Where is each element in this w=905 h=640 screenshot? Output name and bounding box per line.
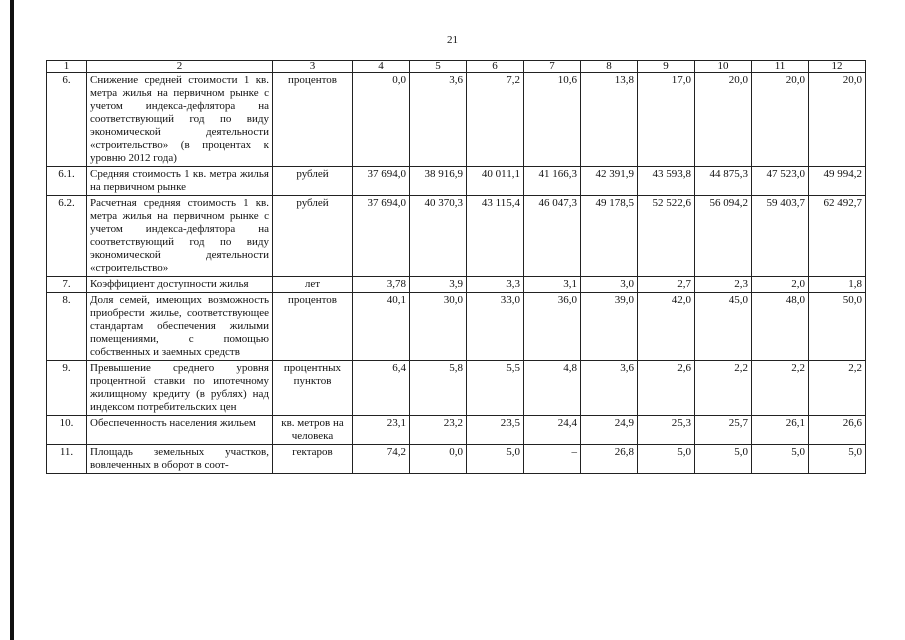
unit-cell: рублей bbox=[273, 167, 353, 196]
value-cell: 4,8 bbox=[524, 361, 581, 416]
value-cell: 24,9 bbox=[581, 416, 638, 445]
value-cell: 20,0 bbox=[809, 73, 866, 167]
value-cell: 3,0 bbox=[581, 277, 638, 293]
header-cell: 5 bbox=[410, 61, 467, 73]
value-cell: 10,6 bbox=[524, 73, 581, 167]
value-cell: 3,1 bbox=[524, 277, 581, 293]
value-cell: 74,2 bbox=[353, 445, 410, 474]
indicator-name: Расчетная средняя стоимость 1 кв. метра жилья на первичном рынке с учетом индекса-дефлятора на соответствующий год по виду экономической деятельности «строительство» bbox=[87, 196, 273, 277]
value-cell: 13,8 bbox=[581, 73, 638, 167]
row-number: 10. bbox=[47, 416, 87, 445]
header-cell: 8 bbox=[581, 61, 638, 73]
value-cell: 3,78 bbox=[353, 277, 410, 293]
row-number: 11. bbox=[47, 445, 87, 474]
value-cell: 42 391,9 bbox=[581, 167, 638, 196]
value-cell: 20,0 bbox=[695, 73, 752, 167]
value-cell: 2,0 bbox=[752, 277, 809, 293]
indicator-name: Площадь земельных участков, вовлеченных в оборот в соот- bbox=[87, 445, 273, 474]
indicator-name: Снижение средней стоимости 1 кв. метра жилья на первичном рынке с учетом индекса-дефлятора на соответствующий год по виду экономической деятельности «строительство» (в процентах к уровню 2012 года) bbox=[87, 73, 273, 167]
value-cell: 50,0 bbox=[809, 293, 866, 361]
value-cell: 46 047,3 bbox=[524, 196, 581, 277]
value-cell: 45,0 bbox=[695, 293, 752, 361]
value-cell: 3,3 bbox=[467, 277, 524, 293]
value-cell: 0,0 bbox=[353, 73, 410, 167]
value-cell: 25,3 bbox=[638, 416, 695, 445]
value-cell: 47 523,0 bbox=[752, 167, 809, 196]
value-cell: 49 994,2 bbox=[809, 167, 866, 196]
value-cell: 1,8 bbox=[809, 277, 866, 293]
value-cell: 26,6 bbox=[809, 416, 866, 445]
header-cell: 3 bbox=[273, 61, 353, 73]
value-cell: 3,6 bbox=[581, 361, 638, 416]
value-cell: – bbox=[524, 445, 581, 474]
unit-cell: рублей bbox=[273, 196, 353, 277]
value-cell: 38 916,9 bbox=[410, 167, 467, 196]
value-cell: 26,8 bbox=[581, 445, 638, 474]
table-row bbox=[47, 167, 866, 196]
value-cell: 2,2 bbox=[695, 361, 752, 416]
value-cell: 5,0 bbox=[752, 445, 809, 474]
value-cell: 43 115,4 bbox=[467, 196, 524, 277]
header-cell: 1 bbox=[47, 61, 87, 73]
value-cell: 5,0 bbox=[695, 445, 752, 474]
table-row bbox=[47, 73, 866, 167]
header-cell: 12 bbox=[809, 61, 866, 73]
value-cell: 44 875,3 bbox=[695, 167, 752, 196]
unit-cell: гектаров bbox=[273, 445, 353, 474]
value-cell: 40,1 bbox=[353, 293, 410, 361]
indicator-name: Средняя стоимость 1 кв. метра жилья на первичном рынке bbox=[87, 167, 273, 196]
page-edge-bar bbox=[10, 0, 14, 640]
row-number: 9. bbox=[47, 361, 87, 416]
value-cell: 20,0 bbox=[752, 73, 809, 167]
table-row bbox=[47, 361, 866, 416]
value-cell: 2,2 bbox=[809, 361, 866, 416]
page-number: 21 bbox=[447, 34, 458, 46]
value-cell: 56 094,2 bbox=[695, 196, 752, 277]
header-cell: 7 bbox=[524, 61, 581, 73]
value-cell: 5,8 bbox=[410, 361, 467, 416]
row-number: 8. bbox=[47, 293, 87, 361]
value-cell: 30,0 bbox=[410, 293, 467, 361]
indicator-name: Коэффициент доступности жилья bbox=[87, 277, 273, 293]
value-cell: 43 593,8 bbox=[638, 167, 695, 196]
header-row bbox=[47, 61, 866, 73]
value-cell: 49 178,5 bbox=[581, 196, 638, 277]
header-cell: 6 bbox=[467, 61, 524, 73]
value-cell: 3,6 bbox=[410, 73, 467, 167]
value-cell: 36,0 bbox=[524, 293, 581, 361]
indicators-table bbox=[46, 60, 866, 474]
value-cell: 2,3 bbox=[695, 277, 752, 293]
indicator-name: Превышение среднего уровня процентной ставки по ипотечному жилищному кредиту (в рублях) над индексом потребительских цен bbox=[87, 361, 273, 416]
unit-cell: лет bbox=[273, 277, 353, 293]
table-row bbox=[47, 445, 866, 474]
header-cell: 2 bbox=[87, 61, 273, 73]
row-number: 6. bbox=[47, 73, 87, 167]
value-cell: 5,5 bbox=[467, 361, 524, 416]
value-cell: 7,2 bbox=[467, 73, 524, 167]
row-number: 6.2. bbox=[47, 196, 87, 277]
value-cell: 23,5 bbox=[467, 416, 524, 445]
unit-cell: процентов bbox=[273, 293, 353, 361]
value-cell: 23,2 bbox=[410, 416, 467, 445]
header-cell: 10 bbox=[695, 61, 752, 73]
value-cell: 33,0 bbox=[467, 293, 524, 361]
indicator-name: Обеспеченность населения жильем bbox=[87, 416, 273, 445]
unit-cell: процентных пунктов bbox=[273, 361, 353, 416]
value-cell: 0,0 bbox=[410, 445, 467, 474]
value-cell: 3,9 bbox=[410, 277, 467, 293]
value-cell: 48,0 bbox=[752, 293, 809, 361]
value-cell: 42,0 bbox=[638, 293, 695, 361]
value-cell: 52 522,6 bbox=[638, 196, 695, 277]
value-cell: 2,7 bbox=[638, 277, 695, 293]
header-cell: 9 bbox=[638, 61, 695, 73]
row-number: 6.1. bbox=[47, 167, 87, 196]
value-cell: 17,0 bbox=[638, 73, 695, 167]
table-row bbox=[47, 277, 866, 293]
value-cell: 2,6 bbox=[638, 361, 695, 416]
header-cell: 4 bbox=[353, 61, 410, 73]
table-row bbox=[47, 416, 866, 445]
value-cell: 41 166,3 bbox=[524, 167, 581, 196]
value-cell: 23,1 bbox=[353, 416, 410, 445]
row-number: 7. bbox=[47, 277, 87, 293]
value-cell: 39,0 bbox=[581, 293, 638, 361]
value-cell: 37 694,0 bbox=[353, 196, 410, 277]
unit-cell: процентов bbox=[273, 73, 353, 167]
value-cell: 5,0 bbox=[638, 445, 695, 474]
value-cell: 40 011,1 bbox=[467, 167, 524, 196]
value-cell: 59 403,7 bbox=[752, 196, 809, 277]
value-cell: 40 370,3 bbox=[410, 196, 467, 277]
table-row bbox=[47, 293, 866, 361]
header-cell: 11 bbox=[752, 61, 809, 73]
indicator-name: Доля семей, имеющих возможность приобрести жилье, соответствующее стандартам обеспечения жилыми помещениями, с помощью собственных и заемных средств bbox=[87, 293, 273, 361]
table-row bbox=[47, 196, 866, 277]
value-cell: 6,4 bbox=[353, 361, 410, 416]
unit-cell: кв. метров на человека bbox=[273, 416, 353, 445]
value-cell: 5,0 bbox=[809, 445, 866, 474]
value-cell: 62 492,7 bbox=[809, 196, 866, 277]
value-cell: 2,2 bbox=[752, 361, 809, 416]
value-cell: 26,1 bbox=[752, 416, 809, 445]
value-cell: 37 694,0 bbox=[353, 167, 410, 196]
value-cell: 24,4 bbox=[524, 416, 581, 445]
value-cell: 5,0 bbox=[467, 445, 524, 474]
value-cell: 25,7 bbox=[695, 416, 752, 445]
